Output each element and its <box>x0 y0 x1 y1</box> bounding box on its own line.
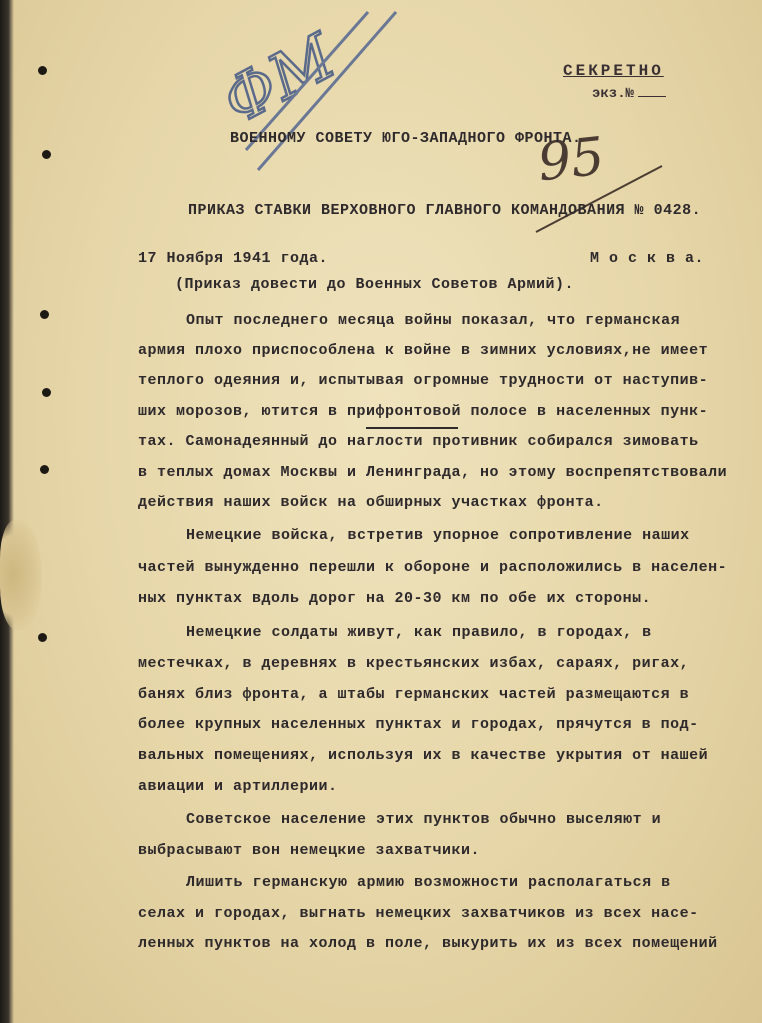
order-instruction: (Приказ довести до Военных Советов Армий). <box>175 276 575 293</box>
copy-label: экз.№ <box>592 86 635 102</box>
body-line: местечках, в деревнях в крестьянских избах, сараях, ригах, <box>138 655 690 672</box>
copy-number <box>592 86 666 102</box>
addressee: ВОЕННОМУ СОВЕТУ ЮГО-ЗАПАДНОГО ФРОНТА. <box>230 130 582 147</box>
body-line: Советское население этих пунктов обычно выселяют и <box>186 811 662 828</box>
body-line: ленных пунктов на холод в поле, выкурить их из всех помещений <box>138 935 718 952</box>
body-line: в теплых домах Москвы и Ленинграда, но этому воспрепятствовали <box>138 464 728 481</box>
copy-number-blank <box>638 96 666 97</box>
body-line: армия плохо приспособлена к войне в зимних условиях,не имеет <box>138 342 709 359</box>
body-line: Немецкие солдаты живут, как правило, в городах, в <box>186 624 652 641</box>
body-line: ших морозов, ютится в прифронтовой полосе в населенных пунк- <box>138 403 709 420</box>
order-title: ПРИКАЗ СТАВКИ ВЕРХОВНОГО ГЛАВНОГО КОМАНДОВАНИЯ № 0428. <box>188 202 702 219</box>
body-line: частей вынужденно перешли к обороне и расположились в населен- <box>138 559 728 576</box>
body-line: ных пунктах вдоль дорог на 20-30 км по обе их стороны. <box>138 590 652 607</box>
body-line: авиации и артиллерии. <box>138 778 338 795</box>
body-line: Опыт последнего месяца войны показал, что германская <box>186 312 681 329</box>
secret-label: СЕКРЕТНО <box>563 62 664 80</box>
body-line: Немецкие войска, встретив упорное сопротивление наших <box>186 527 690 544</box>
handwritten-initials: ФМ <box>210 19 347 139</box>
body-line: более крупных населенных пунктах и городах, прячутся в под- <box>138 716 699 733</box>
body-line: вальных помещениях, используя их в качестве укрытия от нашей <box>138 747 709 764</box>
body-line: селах и городах, выгнать немецких захватчиков из всех насе- <box>138 905 699 922</box>
body-line: банях близ фронта, а штабы германских частей размещаются в <box>138 686 690 703</box>
body-line: тах. Самонадеянный до наглости противник собирался зимовать <box>138 433 699 450</box>
body-line: выбрасывают вон немецкие захватчики. <box>138 842 481 859</box>
body-line: теплого одеяния и, испытывая огромные трудности от наступив- <box>138 372 709 389</box>
order-place: М о с к в а. <box>590 250 705 267</box>
handwritten-number: 95 <box>535 126 608 194</box>
handwritten-underline <box>366 427 458 429</box>
body-line: действия наших войск на обширных участках фронта. <box>138 494 604 511</box>
body-line: Лишить германскую армию возможности располагаться в <box>186 874 671 891</box>
order-date: 17 Ноября 1941 года. <box>138 250 329 267</box>
